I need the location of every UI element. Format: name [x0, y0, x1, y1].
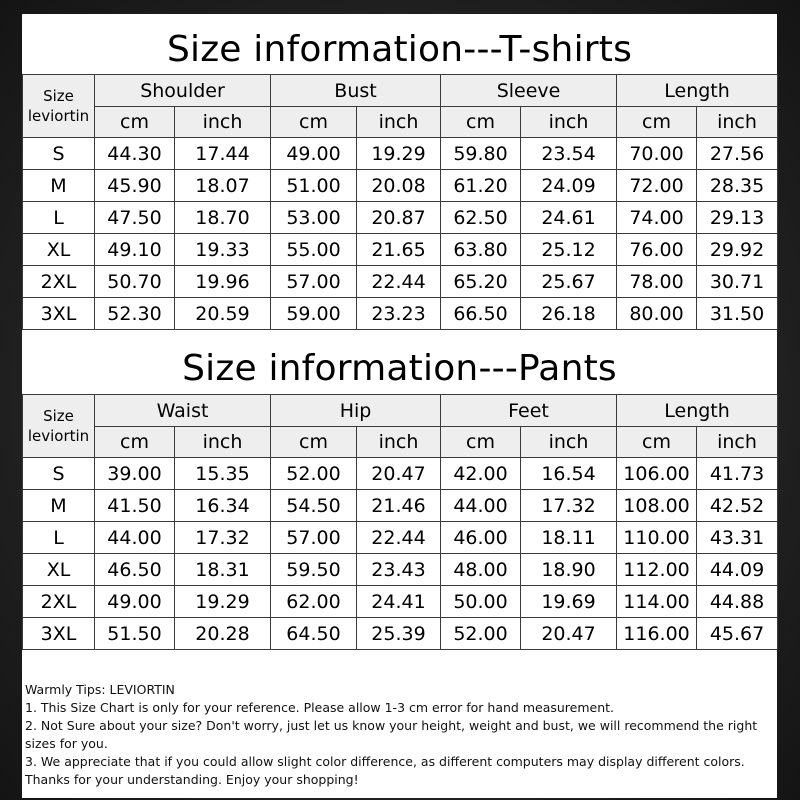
unit-header: cm: [441, 427, 521, 458]
measure-cell: 74.00: [617, 202, 697, 234]
measure-cell: 21.65: [357, 234, 441, 266]
measure-cell: 76.00: [617, 234, 697, 266]
unit-header: cm: [271, 107, 357, 138]
measure-cell: 19.69: [521, 586, 617, 618]
measure-cell: 18.70: [175, 202, 271, 234]
measure-cell: 19.96: [175, 266, 271, 298]
unit-header: cm: [271, 427, 357, 458]
table-row: [23, 586, 778, 618]
size-cell: 3XL: [23, 298, 95, 330]
measure-cell: 23.23: [357, 298, 441, 330]
tshirts-title: Size information---T-shirts: [166, 29, 633, 70]
measure-cell: 50.70: [95, 266, 175, 298]
measure-cell: 17.32: [175, 522, 271, 554]
measure-cell: 20.87: [357, 202, 441, 234]
measure-cell: 63.80: [441, 234, 521, 266]
measure-cell: 114.00: [617, 586, 697, 618]
measure-cell: 29.92: [697, 234, 778, 266]
measure-cell: 43.31: [697, 522, 778, 554]
size-chart-sheet: [22, 14, 777, 798]
group-header: Length: [617, 395, 778, 427]
measure-cell: 47.50: [95, 202, 175, 234]
pants-rows: [23, 458, 778, 650]
group-header: Length: [617, 75, 778, 107]
brand-label: leviortin: [27, 107, 90, 125]
tshirts-rows: [23, 138, 778, 330]
measure-cell: 53.00: [271, 202, 357, 234]
pants-header-units: [23, 427, 778, 458]
table-row: [23, 234, 778, 266]
pants-size-table: [22, 394, 778, 650]
tshirts-header-units: [23, 107, 778, 138]
measure-cell: 20.47: [357, 458, 441, 490]
measure-cell: 57.00: [271, 522, 357, 554]
brand-label: leviortin: [27, 427, 90, 445]
unit-header: inch: [175, 107, 271, 138]
group-header: Hip: [271, 395, 441, 427]
size-label: Size: [43, 407, 74, 425]
unit-header: cm: [95, 107, 175, 138]
size-cell: L: [23, 202, 95, 234]
measure-cell: 20.59: [175, 298, 271, 330]
size-cell: XL: [23, 554, 95, 586]
group-header: Bust: [271, 75, 441, 107]
pants-header-groups: [23, 395, 778, 427]
measure-cell: 54.50: [271, 490, 357, 522]
size-cell: S: [23, 458, 95, 490]
measure-cell: 65.20: [441, 266, 521, 298]
measure-cell: 52.00: [271, 458, 357, 490]
unit-header: inch: [521, 427, 617, 458]
tips-line: 3. We appreciate that if you could allow slight color difference, as different computers may display different colors.: [25, 754, 745, 769]
size-cell: L: [23, 522, 95, 554]
measure-cell: 24.09: [521, 170, 617, 202]
measure-cell: 20.47: [521, 618, 617, 650]
measure-cell: 45.90: [95, 170, 175, 202]
group-header: Waist: [95, 395, 271, 427]
measure-cell: 19.29: [357, 138, 441, 170]
table-row: [23, 554, 778, 586]
measure-cell: 29.13: [697, 202, 778, 234]
measure-cell: 49.00: [95, 586, 175, 618]
measure-cell: 44.00: [95, 522, 175, 554]
measure-cell: 24.61: [521, 202, 617, 234]
measure-cell: 62.50: [441, 202, 521, 234]
measure-cell: 18.07: [175, 170, 271, 202]
measure-cell: 25.67: [521, 266, 617, 298]
measure-cell: 45.67: [697, 618, 778, 650]
measure-cell: 39.00: [95, 458, 175, 490]
measure-cell: 44.88: [697, 586, 778, 618]
table-row: [23, 138, 778, 170]
measure-cell: 52.30: [95, 298, 175, 330]
tips-notes: [25, 681, 775, 789]
measure-cell: 17.32: [521, 490, 617, 522]
measure-cell: 19.33: [175, 234, 271, 266]
measure-cell: 66.50: [441, 298, 521, 330]
measure-cell: 25.39: [357, 618, 441, 650]
unit-header: cm: [95, 427, 175, 458]
unit-header: inch: [175, 427, 271, 458]
measure-cell: 57.00: [271, 266, 357, 298]
table-row: [23, 202, 778, 234]
measure-cell: 44.09: [697, 554, 778, 586]
measure-cell: 18.11: [521, 522, 617, 554]
measure-cell: 23.54: [521, 138, 617, 170]
measure-cell: 31.50: [697, 298, 778, 330]
table-row: [23, 490, 778, 522]
measure-cell: 22.44: [357, 522, 441, 554]
measure-cell: 20.08: [357, 170, 441, 202]
measure-cell: 19.29: [175, 586, 271, 618]
measure-cell: 16.34: [175, 490, 271, 522]
measure-cell: 20.28: [175, 618, 271, 650]
unit-header: inch: [357, 107, 441, 138]
measure-cell: 106.00: [617, 458, 697, 490]
measure-cell: 108.00: [617, 490, 697, 522]
measure-cell: 42.52: [697, 490, 778, 522]
measure-cell: 28.35: [697, 170, 778, 202]
unit-header: inch: [697, 107, 778, 138]
measure-cell: 59.80: [441, 138, 521, 170]
table-row: [23, 170, 778, 202]
tshirts-size-header: [23, 75, 95, 138]
measure-cell: 21.46: [357, 490, 441, 522]
tips-line: 1. This Size Chart is only for your reference. Please allow 1-3 cm error for hand measurement.: [25, 700, 615, 715]
measure-cell: 46.00: [441, 522, 521, 554]
measure-cell: 78.00: [617, 266, 697, 298]
measure-cell: 41.50: [95, 490, 175, 522]
size-cell: S: [23, 138, 95, 170]
measure-cell: 42.00: [441, 458, 521, 490]
measure-cell: 22.44: [357, 266, 441, 298]
size-cell: 2XL: [23, 586, 95, 618]
tips-heading: Warmly Tips: LEVIORTIN: [25, 682, 175, 697]
measure-cell: 52.00: [441, 618, 521, 650]
unit-header: inch: [357, 427, 441, 458]
measure-cell: 46.50: [95, 554, 175, 586]
pants-title: Size information---Pants: [182, 348, 617, 389]
size-cell: M: [23, 170, 95, 202]
pants-size-header: [23, 395, 95, 458]
unit-header: cm: [617, 107, 697, 138]
table-row: [23, 618, 778, 650]
group-header: Sleeve: [441, 75, 617, 107]
table-row: [23, 522, 778, 554]
measure-cell: 16.54: [521, 458, 617, 490]
measure-cell: 24.41: [357, 586, 441, 618]
measure-cell: 30.71: [697, 266, 778, 298]
measure-cell: 26.18: [521, 298, 617, 330]
measure-cell: 55.00: [271, 234, 357, 266]
measure-cell: 62.00: [271, 586, 357, 618]
measure-cell: 61.20: [441, 170, 521, 202]
measure-cell: 18.90: [521, 554, 617, 586]
measure-cell: 27.56: [697, 138, 778, 170]
tips-line: 2. Not Sure about your size? Don't worry, just let us know your height, weight and bust, we will recommend the right sizes for you.: [25, 718, 758, 751]
tshirts-size-table: [22, 74, 778, 330]
unit-header: cm: [617, 427, 697, 458]
measure-cell: 49.00: [271, 138, 357, 170]
table-row: [23, 458, 778, 490]
unit-header: cm: [441, 107, 521, 138]
table-row: [23, 266, 778, 298]
unit-header: inch: [697, 427, 778, 458]
measure-cell: 110.00: [617, 522, 697, 554]
measure-cell: 59.50: [271, 554, 357, 586]
measure-cell: 116.00: [617, 618, 697, 650]
size-label: Size: [43, 87, 74, 105]
size-cell: XL: [23, 234, 95, 266]
measure-cell: 51.50: [95, 618, 175, 650]
measure-cell: 17.44: [175, 138, 271, 170]
measure-cell: 48.00: [441, 554, 521, 586]
measure-cell: 49.10: [95, 234, 175, 266]
measure-cell: 64.50: [271, 618, 357, 650]
measure-cell: 25.12: [521, 234, 617, 266]
measure-cell: 80.00: [617, 298, 697, 330]
measure-cell: 44.30: [95, 138, 175, 170]
measure-cell: 70.00: [617, 138, 697, 170]
size-cell: 3XL: [23, 618, 95, 650]
measure-cell: 15.35: [175, 458, 271, 490]
measure-cell: 50.00: [441, 586, 521, 618]
measure-cell: 44.00: [441, 490, 521, 522]
table-row: [23, 298, 778, 330]
measure-cell: 41.73: [697, 458, 778, 490]
group-header: Shoulder: [95, 75, 271, 107]
measure-cell: 18.31: [175, 554, 271, 586]
size-cell: M: [23, 490, 95, 522]
measure-cell: 112.00: [617, 554, 697, 586]
tips-line: Thanks for your understanding. Enjoy your shopping!: [25, 772, 359, 787]
group-header: Feet: [441, 395, 617, 427]
size-cell: 2XL: [23, 266, 95, 298]
measure-cell: 59.00: [271, 298, 357, 330]
measure-cell: 23.43: [357, 554, 441, 586]
measure-cell: 51.00: [271, 170, 357, 202]
measure-cell: 72.00: [617, 170, 697, 202]
unit-header: inch: [521, 107, 617, 138]
tshirts-header-groups: [23, 75, 778, 107]
